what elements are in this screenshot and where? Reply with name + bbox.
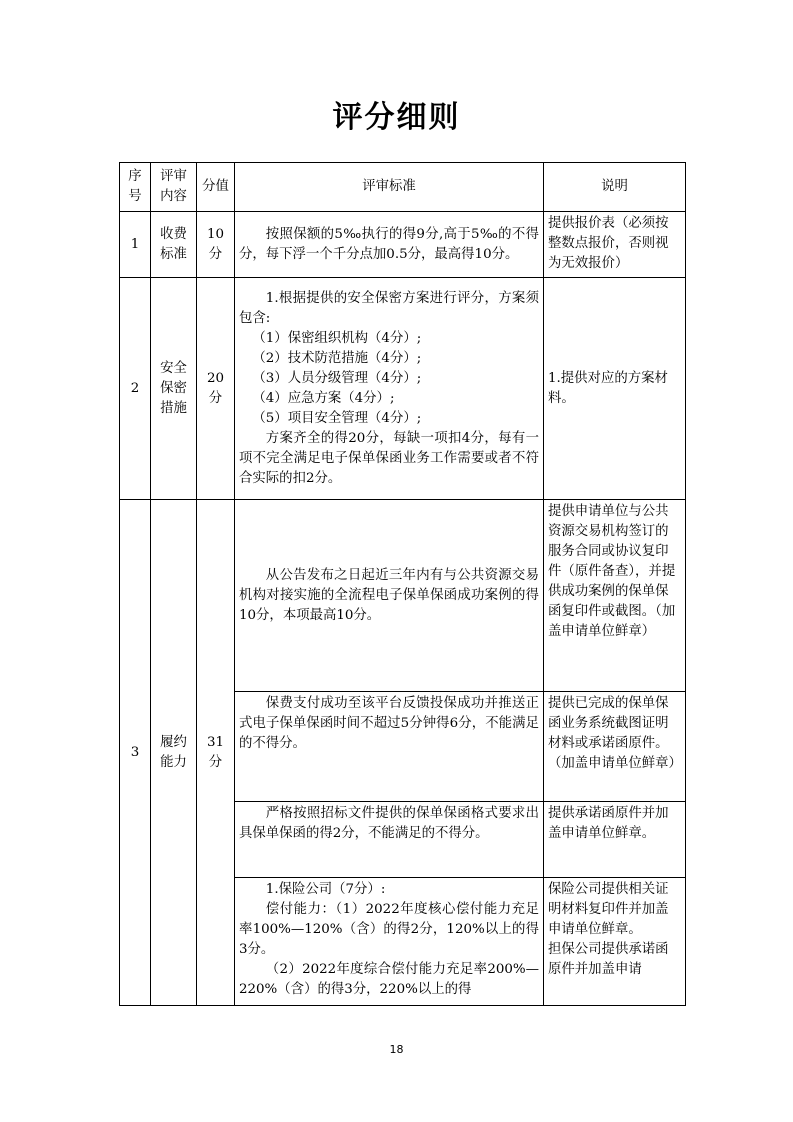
row-note: 提供已完成的保单保函业务系统截图证明材料或承诺函原件。（加盖申请单位鲜章） [544, 692, 686, 802]
row-standard [235, 692, 544, 802]
row-item: 收费标准 [151, 212, 197, 278]
row-score: 20分 [197, 278, 235, 500]
standard-item: （2）技术防范措施（4分）; [252, 350, 422, 366]
header-standard: 评审标准 [235, 163, 544, 212]
row-standard [235, 802, 544, 878]
header-no: 序号 [120, 163, 151, 212]
row-no: 3 [120, 500, 151, 1006]
row-standard [235, 500, 544, 692]
standard-item: （3）人员分级管理（4分）; [252, 370, 422, 386]
row-note: 1.提供对应的方案材料。 [544, 278, 686, 500]
row-item: 履约能力 [151, 500, 197, 1006]
standard-end: 方案齐全的得20分，每缺一项扣4分，每有一项不完全满足电子保单保函业务工作需要或者不符合实际的扣2分。 [239, 430, 539, 486]
row-note: 提供报价表（必须按整数点报价，否则视为无效报价） [544, 212, 686, 278]
standard-text: 1.保险公司（7分）: [265, 882, 386, 897]
standard-text: （2）2022年度综合偿付能力充足率200%—220%（含）的得3分，220%以上的得 [239, 962, 539, 997]
standard-intro: 1.根据提供的安全保密方案进行评分，方案须包含: [239, 290, 539, 326]
note-text: 担保公司提供承诺函原件并加盖申请 [548, 942, 669, 977]
page-number: 18 [389, 1043, 404, 1056]
row-standard [235, 878, 544, 1006]
row-no: 2 [120, 278, 151, 500]
table-row [120, 212, 686, 278]
header-item: 评审内容 [151, 163, 197, 212]
standard-text: 从公告发布之日起近三年内有与公共资源交易机构对接实施的全流程电子保单保函成功案例的得10分，本项最高10分。 [239, 567, 539, 623]
standard-text: 保费支付成功至该平台反馈投保成功并推送正式电子保单保函时间不超过5分钟得6分，不能满足的不得分。 [239, 696, 539, 751]
table-row [120, 500, 686, 692]
table-row [120, 278, 686, 500]
row-standard [235, 212, 544, 278]
row-no: 1 [120, 212, 151, 278]
page-title: 评分细则 [332, 100, 461, 135]
standard-item: （1）保密组织机构（4分）; [252, 330, 422, 346]
row-note [544, 878, 686, 1006]
standard-text: 按照保额的5‰执行的得9分,高于5‰的不得分，每下浮一个千分点加0.5分，最高得10分。 [239, 226, 539, 262]
row-note: 提供承诺函原件并加盖申请单位鲜章。 [544, 802, 686, 878]
standard-text: 偿付能力：（1）2022年度核心偿付能力充足率100%—120%（含）的得2分，120%以上的得3分。 [239, 902, 539, 957]
standard-text: 严格按照招标文件提供的保单保函格式要求出具保单保函的得2分，不能满足的不得分。 [239, 806, 539, 841]
header-note: 说明 [544, 163, 686, 212]
note-text: 保险公司提供相关证明材料复印件并加盖申请单位鲜章。 [548, 882, 669, 937]
header-score: 分值 [197, 163, 235, 212]
scoring-table [119, 162, 686, 1006]
row-score: 31分 [197, 500, 235, 1006]
row-item: 安全保密措施 [151, 278, 197, 500]
row-standard [235, 278, 544, 500]
standard-item: （4）应急方案（4分）; [252, 390, 395, 406]
row-note: 提供申请单位与公共资源交易机构签订的服务合同或协议复印件（原件备查），并提供成功案例的保单保函复印件或截图。（加盖申请单位鲜章） [544, 500, 686, 692]
table-header-row [120, 163, 686, 212]
row-score: 10分 [197, 212, 235, 278]
standard-item: （5）项目安全管理（4分）; [252, 410, 422, 426]
